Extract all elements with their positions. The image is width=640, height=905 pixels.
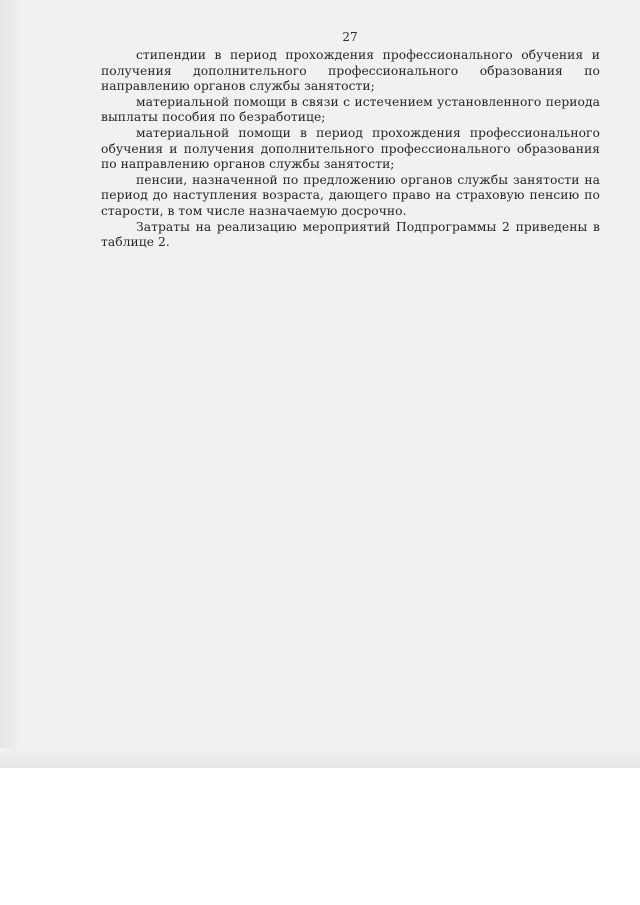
paragraph-pension: пенсии, назначенной по предложению органов службы занятости на период до наступления возраста, дающего право на страховую пенсию по старости, в том числе назначаемую досрочно. (101, 172, 600, 218)
blank-area-below-page (0, 768, 640, 905)
scan-bottom-shadow (0, 748, 640, 768)
paragraph-material-aid-training: материальной помощи в период прохождения профессионального обучения и получения дополнительного профессионального образования по направлению органов службы занятости; (101, 125, 600, 172)
paragraph-costs: Затраты на реализацию мероприятий Подпрограммы 2 приведены в таблице 2. (101, 219, 600, 250)
paragraph-stipend: стипендии в период прохождения профессионального обучения и получения дополнительного профессионального образования по направлению органов службы занятости; (101, 48, 600, 94)
paragraph-material-aid-expiry: материальной помощи в связи с истечением установленного периода выплаты пособия по безработице; (101, 94, 600, 125)
page-number: 27 (342, 30, 358, 44)
body-text (101, 48, 600, 251)
scan-edge-shadow (0, 0, 22, 768)
